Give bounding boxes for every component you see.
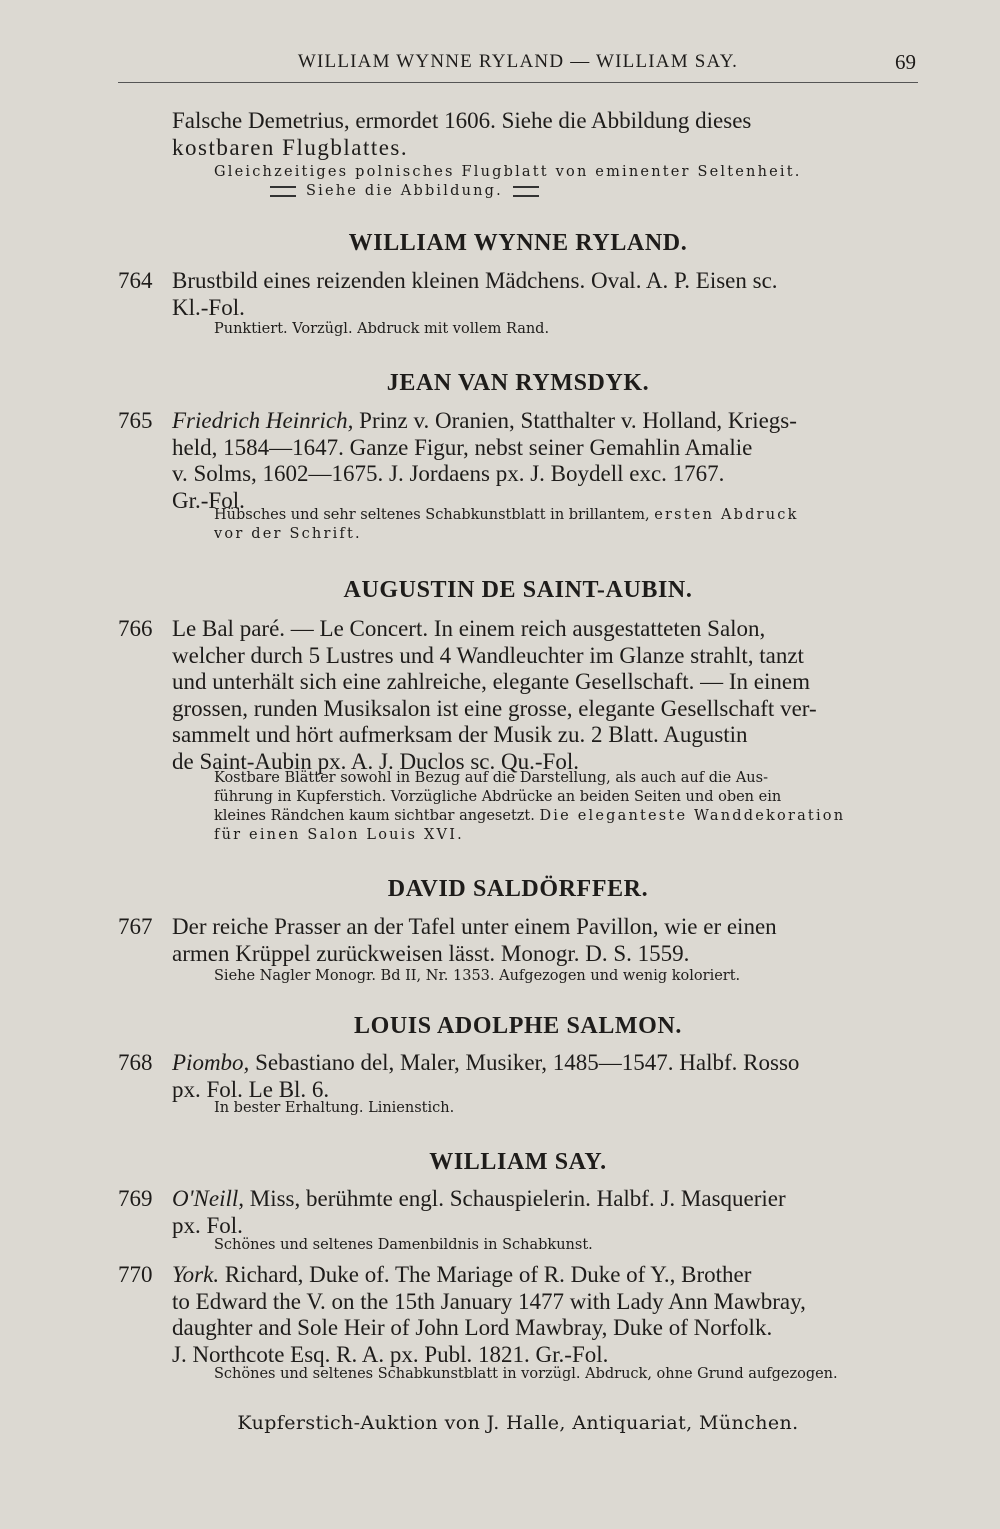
catalogue-entry	[118, 616, 917, 775]
note-line: Siehe Nagler Monogr. Bd II, Nr. 1353. Aufgezogen und wenig koloriert.	[214, 968, 741, 984]
note-text: Hübsches und sehr seltenes Schabkunstblatt in brillantem,	[214, 507, 650, 523]
lot-number: 764	[118, 268, 153, 293]
page-number: 69	[895, 50, 916, 74]
note-line: Kostbare Blätter sowohl in Bezug auf die Darstellung, als auch auf die Aus-	[214, 770, 768, 786]
entry-note	[214, 1365, 917, 1384]
entry-line	[172, 1050, 917, 1077]
entry-note	[214, 967, 917, 986]
entry-text: Prinz v. Oranien, Statthalter v. Holland, Kriegs-	[353, 408, 797, 433]
note-text: kleines Rändchen kaum sichtbar angesetzt.	[214, 808, 535, 824]
note-line: Gleichzeitiges polnisches Flugblatt von eminenter Seltenheit.	[214, 164, 802, 180]
entry-text: Sebastiano del, Maler, Musiker, 1485—1547. Halbf. Rosso	[249, 1050, 800, 1075]
entry-note	[214, 769, 917, 845]
artist-heading: AUGUSTIN DE SAINT-AUBIN.	[343, 577, 693, 603]
catalogue-entry	[118, 914, 917, 967]
lot-number: 765	[118, 408, 153, 433]
artist-heading: LOUIS ADOLPHE SALMON.	[354, 1013, 682, 1039]
catalogue-entry	[118, 408, 917, 514]
note-line: Schönes und seltenes Damenbildnis in Schabkunst.	[214, 1237, 593, 1253]
entry-line: Der reiche Prasser an der Tafel unter einem Pavillon, wie er einen	[172, 914, 777, 939]
entry-line: v. Solms, 1602—1675. J. Jordaens px. J. Boydell exc. 1767.	[172, 461, 725, 486]
note-line: Schönes und seltenes Schabkunstblatt in vorzügl. Abdruck, ohne Grund aufgezogen.	[214, 1366, 838, 1382]
page-footer: Kupferstich-Auktion von J. Halle, Antiquariat, München.	[237, 1412, 799, 1434]
lot-number: 766	[118, 616, 153, 641]
intro-text	[172, 108, 917, 161]
note-line	[214, 807, 917, 826]
note-line: vor der Schrift.	[214, 526, 362, 542]
artist-heading: DAVID SALDÖRFFER.	[387, 876, 649, 902]
entry-text: Richard, Duke of. The Mariage of R. Duke of Y., Brother	[219, 1262, 752, 1287]
entry-title: O'Neill,	[172, 1186, 244, 1211]
catalogue-entry	[118, 1262, 917, 1368]
entry-note	[214, 1099, 917, 1118]
entry-note	[214, 506, 917, 544]
artist-heading: WILLIAM WYNNE RYLAND.	[348, 230, 688, 256]
entry-note	[214, 1236, 917, 1255]
entry-line: welcher durch 5 Lustres und 4 Wandleuchter im Glanze strahlt, tanzt	[172, 642, 804, 668]
entry-line	[172, 1262, 917, 1289]
entry-title: Piombo,	[172, 1050, 250, 1075]
ornament-rule	[513, 186, 539, 197]
entry-line: Le Bal paré. — Le Concert. In einem reich ausgestatteten Salon,	[172, 616, 766, 641]
artist-heading: WILLIAM SAY.	[429, 1149, 607, 1175]
entry-title: York.	[172, 1262, 220, 1287]
entry-line: daughter and Sole Heir of John Lord Mawbray, Duke of Norfolk.	[172, 1315, 773, 1340]
entry-note	[214, 320, 917, 339]
lot-number: 769	[118, 1186, 153, 1211]
intro-note	[214, 163, 917, 201]
note-line: führung in Kupferstich. Vorzügliche Abdrücke an beiden Seiten und oben ein	[214, 789, 782, 805]
entry-line: held, 1584—1647. Ganze Figur, nebst seiner Gemahlin Amalie	[172, 434, 753, 460]
note-emphasis: Die eleganteste Wanddekoration	[539, 808, 846, 824]
entry-line: Kl.-Fol.	[172, 294, 245, 320]
note-line	[214, 506, 917, 525]
entry-line: px. Fol. Le Bl. 6.	[172, 1076, 330, 1102]
ornament-rule	[270, 186, 296, 197]
lot-number: 770	[118, 1262, 153, 1287]
entry-line	[172, 408, 917, 435]
intro-line: kostbaren Flugblattes.	[172, 134, 409, 160]
intro-line: Falsche Demetrius, ermordet 1606. Siehe die Abbildung dieses	[172, 108, 752, 133]
entry-line: de Saint-Aubin px. A. J. Duclos sc. Qu.-Fol.	[172, 748, 579, 774]
entry-line	[172, 1186, 917, 1213]
note-line: Punktiert. Vorzügl. Abdruck mit vollem Rand.	[214, 321, 550, 337]
entry-title: Friedrich Heinrich,	[172, 408, 354, 433]
catalogue-entry	[118, 1050, 917, 1103]
entry-line: grossen, runden Musiksalon ist eine grosse, elegante Gesellschaft ver-	[172, 695, 817, 721]
entry-line: px. Fol.	[172, 1212, 243, 1238]
artist-heading: JEAN VAN RYMSDYK.	[386, 370, 650, 396]
note-line	[214, 182, 917, 201]
entry-line: und unterhält sich eine zahlreiche, elegante Gesellschaft. — In einem	[172, 669, 810, 694]
lot-number: 767	[118, 914, 153, 939]
entry-line: Brustbild eines reizenden kleinen Mädchens. Oval. A. P. Eisen sc.	[172, 268, 778, 293]
note-emphasis: ersten Abdruck	[654, 507, 799, 523]
entry-line: to Edward the V. on the 15th January 1477 with Lady Ann Mawbray,	[172, 1288, 806, 1314]
catalogue-entry	[118, 268, 917, 321]
note-text: Siehe die Abbildung.	[306, 183, 503, 199]
note-line: In bester Erhaltung. Linienstich.	[214, 1100, 455, 1116]
running-head	[118, 48, 918, 83]
note-line: für einen Salon Louis XVI.	[214, 827, 464, 843]
lot-number: 768	[118, 1050, 153, 1075]
entry-line: Gr.-Fol.	[172, 487, 245, 513]
catalogue-entry	[118, 1186, 917, 1239]
running-title: WILLIAM WYNNE RYLAND — WILLIAM SAY.	[297, 51, 739, 72]
entry-line: J. Northcote Esq. R. A. px. Publ. 1821. Gr.-Fol.	[172, 1341, 609, 1367]
entry-line: armen Krüppel zurückweisen lässt. Monogr. D. S. 1559.	[172, 940, 690, 966]
entry-line: sammelt und hört aufmerksam der Musik zu. 2 Blatt. Augustin	[172, 722, 748, 747]
entry-text: Miss, berühmte engl. Schauspielerin. Halbf. J. Masquerier	[244, 1186, 786, 1211]
